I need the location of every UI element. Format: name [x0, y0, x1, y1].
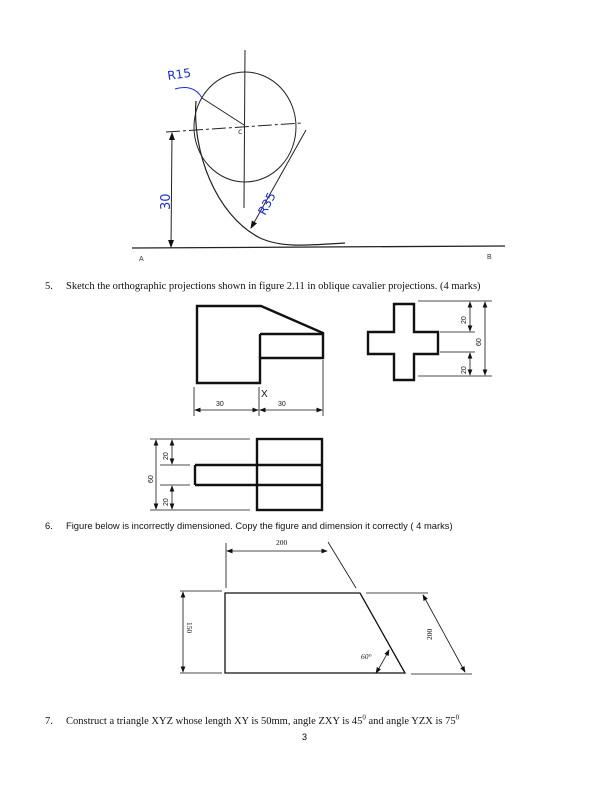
dim-side-top: 20	[461, 316, 468, 324]
dim-left-150: 150	[185, 622, 194, 634]
question-6: 6. Figure below is incorrectly dimensioned. Copy the figure and dimension it correctly ( 4 marks)	[45, 520, 453, 531]
dim-top-upper: 20	[163, 452, 170, 460]
figure-trapezoid	[180, 542, 472, 674]
dim-side-bottom: 20	[461, 366, 468, 374]
label-r15: R15	[166, 65, 192, 83]
label-height-30: 30	[159, 193, 174, 210]
label-center: c	[238, 127, 243, 136]
question-5: 5. Sketch the orthographic projections shown in figure 2.11 in oblique cavalier projections. (4 marks)	[45, 281, 481, 292]
dim-top-200: 200	[276, 538, 288, 547]
label-point-x: X	[261, 389, 268, 400]
figure-orthographic	[150, 301, 492, 510]
dim-angle-60: 60°	[361, 652, 372, 661]
dim-side-total: 60	[476, 338, 483, 346]
dim-top-total: 60	[148, 475, 155, 483]
page-number: 3	[302, 732, 308, 742]
label-point-a: A	[139, 256, 144, 263]
label-r35: R35	[255, 189, 279, 218]
dim-front-right: 30	[278, 401, 286, 408]
dim-top-lower: 20	[163, 498, 170, 506]
dim-slant-200: 200	[425, 628, 434, 640]
question-7: 7. Construct a triangle XYZ whose length XY is 50mm, angle ZXY is $45^0$ and angle YZX is $75^0$	[45, 713, 460, 727]
dim-front-left: 30	[216, 401, 224, 408]
label-point-b: B	[487, 254, 492, 261]
